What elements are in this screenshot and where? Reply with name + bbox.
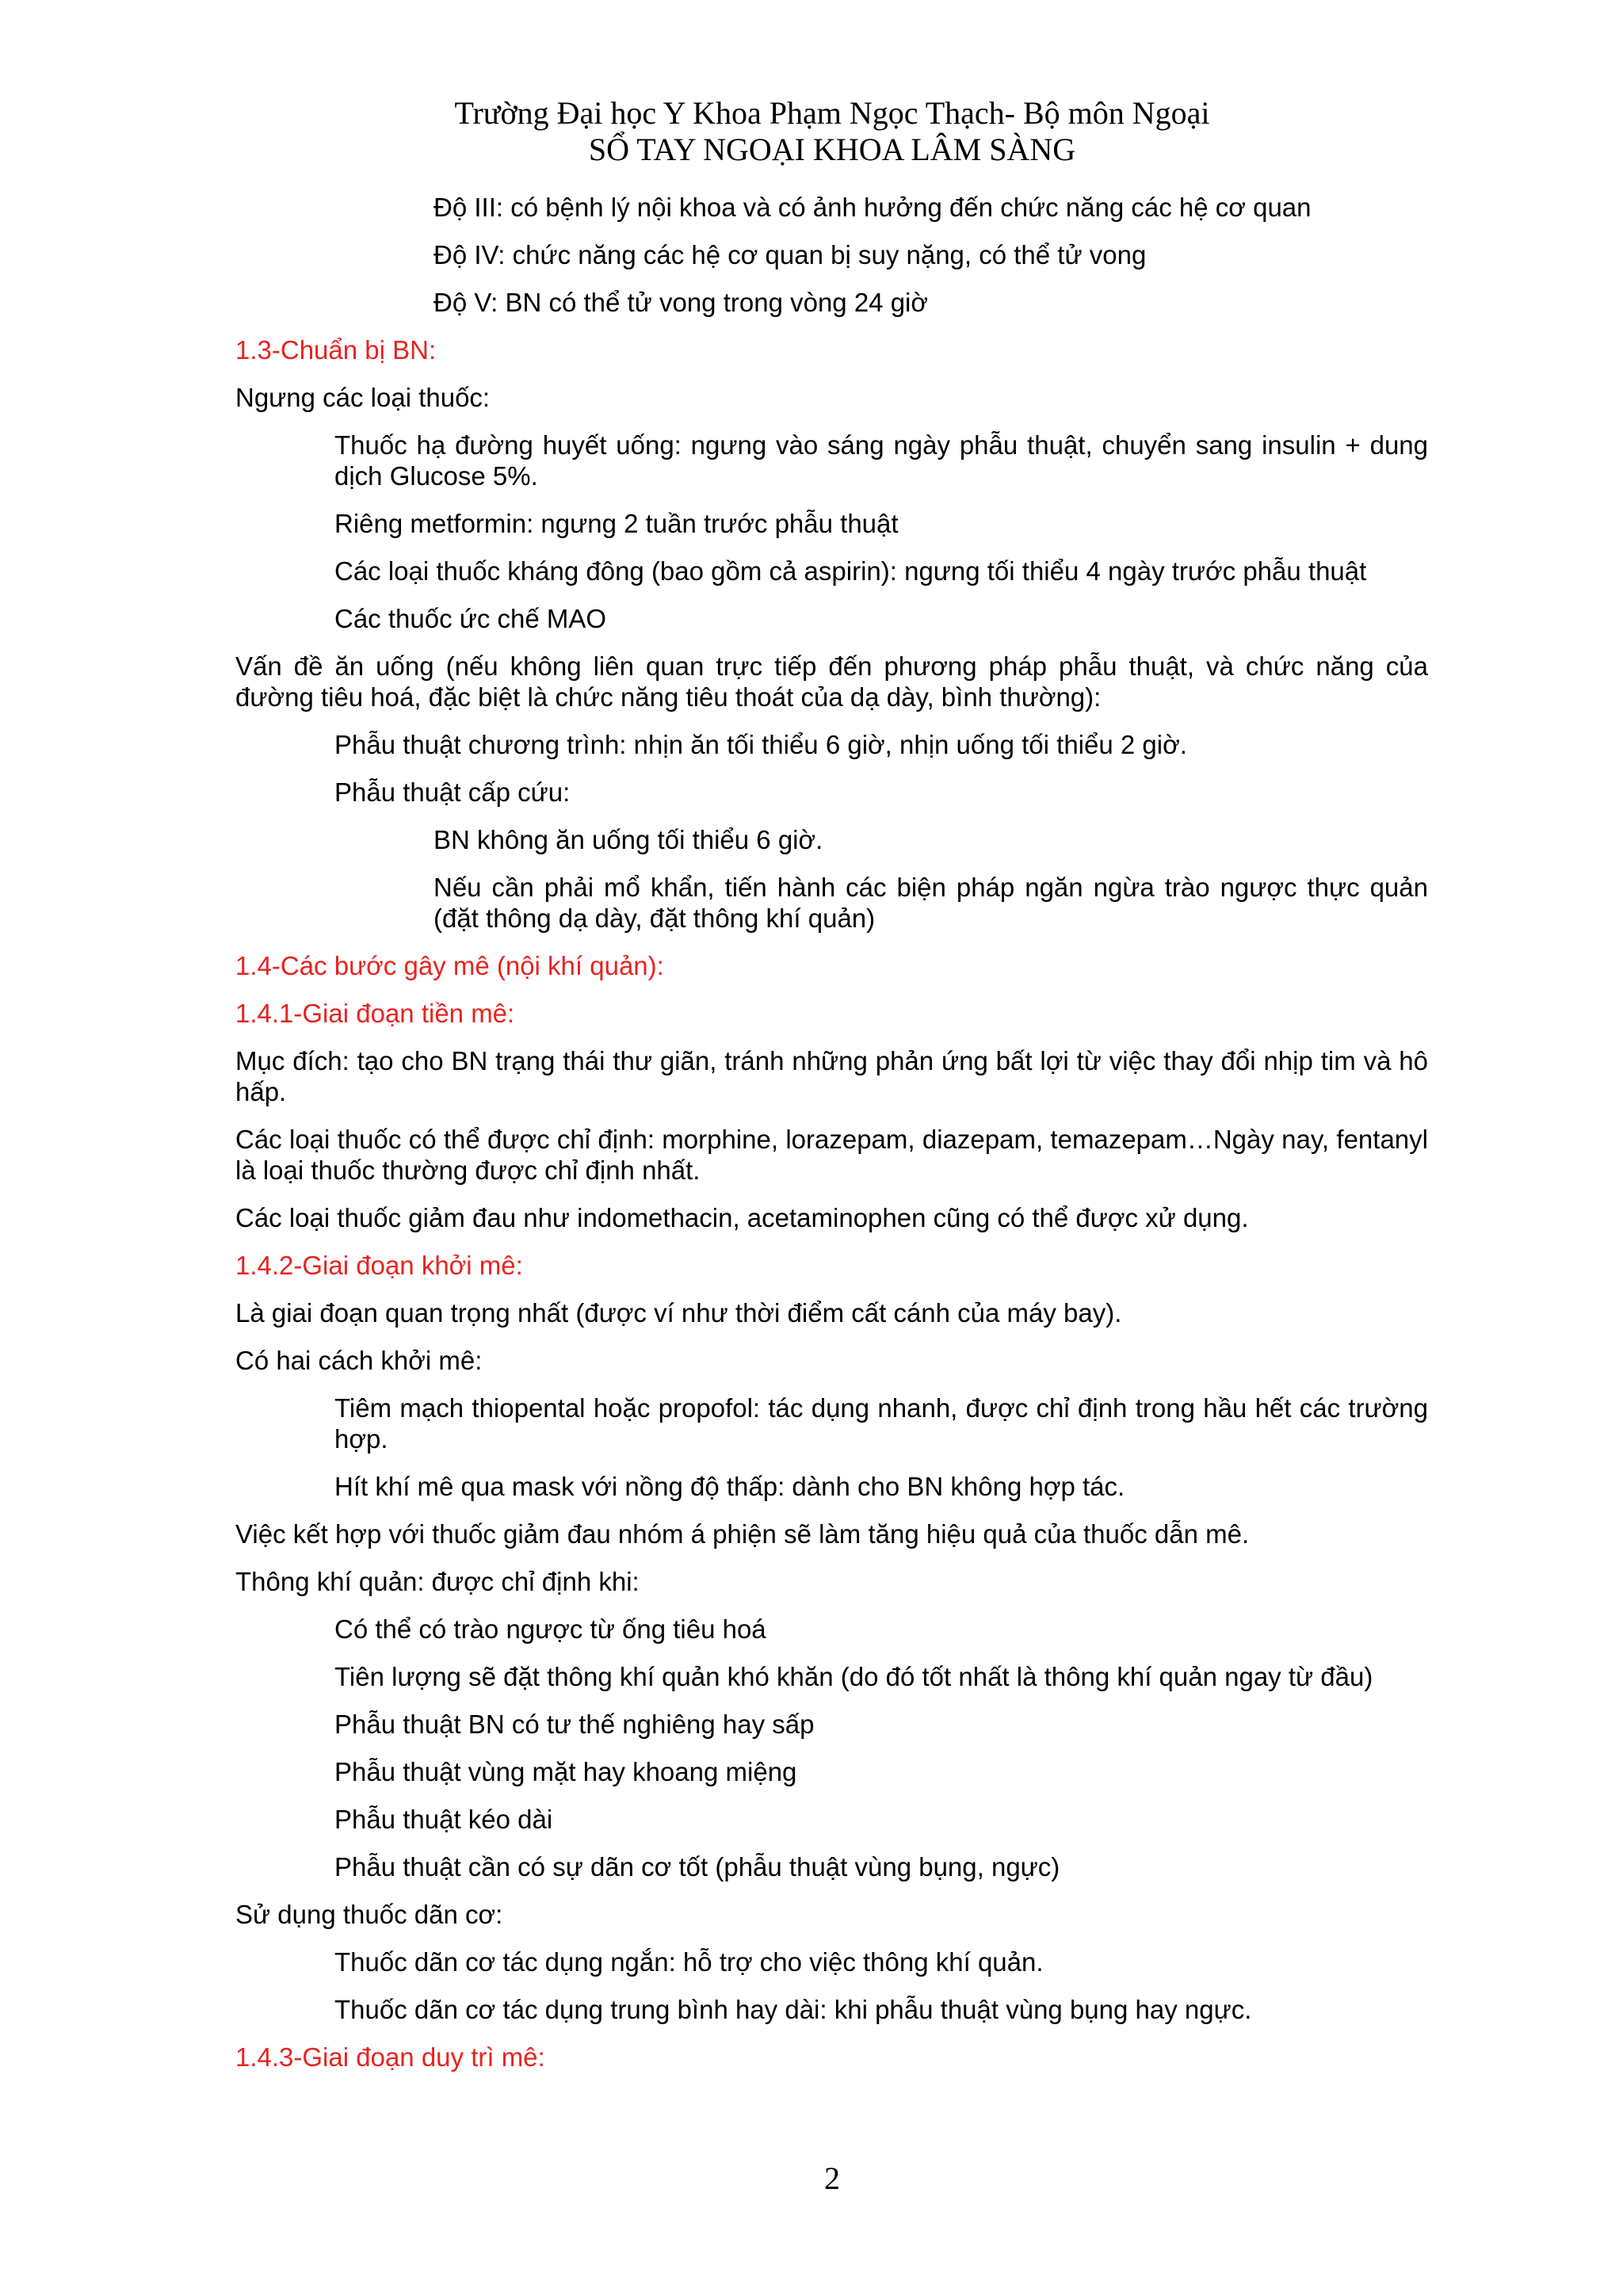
document-body <box>235 192 1428 2089</box>
paragraph: Mục đích: tạo cho BN trạng thái thư giãn, tránh những phản ứng bất lợi từ việc thay đổi nhịp tim và hô hấp. <box>235 1046 1428 1106</box>
paragraph: Việc kết hợp với thuốc giảm đau nhóm á phiện sẽ làm tăng hiệu quả của thuốc dẫn mê. <box>235 1519 1250 1549</box>
section-heading: 1.3-Chuẩn bị BN: <box>235 335 437 365</box>
paragraph: Tiêm mạch thiopental hoặc propofol: tác dụng nhanh, được chỉ định trong hầu hết các trường hợp. <box>334 1393 1428 1454</box>
section-heading: 1.4.2-Giai đoạn khởi mê: <box>235 1251 523 1280</box>
paragraph: Phẫu thuật BN có tư thế nghiêng hay sấp <box>334 1710 815 1739</box>
section-heading: 1.4.3-Giai đoạn duy trì mê: <box>235 2042 545 2072</box>
paragraph: Độ III: có bệnh lý nội khoa và có ảnh hưởng đến chức năng các hệ cơ quan <box>433 193 1312 222</box>
paragraph: Độ V: BN có thể tử vong trong vòng 24 giờ <box>433 288 929 317</box>
paragraph: Các loại thuốc kháng đông (bao gồm cả aspirin): ngưng tối thiểu 4 ngày trước phẫu thuật <box>334 556 1367 586</box>
paragraph: Vấn đề ăn uống (nếu không liên quan trực tiếp đến phương pháp phẫu thuật, và chức năng của đường tiêu hoá, đặc biệt là chức năng tiêu thoát của dạ dày, bình thường): <box>235 651 1428 712</box>
paragraph: Sử dụng thuốc dãn cơ: <box>235 1900 503 1929</box>
section-heading: 1.4-Các bước gây mê (nội khí quản): <box>235 951 664 980</box>
paragraph: Có thể có trào ngược từ ống tiêu hoá <box>334 1614 766 1644</box>
header-institution: Trường Đại học Y Khoa Phạm Ngọc Thạch- Bộ môn Ngoại <box>454 95 1210 131</box>
paragraph: Phẫu thuật cần có sự dãn cơ tốt (phẫu thuật vùng bụng, ngực) <box>334 1852 1060 1881</box>
paragraph: Phẫu thuật chương trình: nhịn ăn tối thiểu 6 giờ, nhịn uống tối thiểu 2 giờ. <box>334 730 1187 759</box>
paragraph: Phẫu thuật vùng mặt hay khoang miệng <box>334 1757 797 1786</box>
paragraph: Phẫu thuật kéo dài <box>334 1805 553 1834</box>
section-heading: 1.4.1-Giai đoạn tiền mê: <box>235 999 515 1028</box>
paragraph: Tiên lượng sẽ đặt thông khí quản khó khăn (do đó tốt nhất là thông khí quản ngay từ đầu) <box>334 1662 1373 1691</box>
paragraph: Các thuốc ức chế MAO <box>334 604 607 633</box>
paragraph: Các loại thuốc có thể được chỉ định: morphine, lorazepam, diazepam, temazepam…Ngày nay, fentanyl là loại thuốc thường được chỉ định nhất. <box>235 1125 1428 1185</box>
paragraph: Thuốc hạ đường huyết uống: ngưng vào sáng ngày phẫu thuật, chuyển sang insulin + dung dịch Glucose 5%. <box>334 430 1428 491</box>
paragraph: Thuốc dãn cơ tác dụng ngắn: hỗ trợ cho việc thông khí quản. <box>334 1947 1044 1977</box>
page-number: 2 <box>824 2160 840 2196</box>
paragraph: Có hai cách khởi mê: <box>235 1346 483 1375</box>
header-book-title: SỔ TAY NGOẠI KHOA LÂM SÀNG <box>588 132 1076 167</box>
paragraph: BN không ăn uống tối thiểu 6 giờ. <box>433 825 823 854</box>
paragraph: Độ IV: chức năng các hệ cơ quan bị suy nặng, có thể tử vong <box>433 240 1147 269</box>
paragraph: Các loại thuốc giảm đau như indomethacin, acetaminophen cũng có thể được xử dụng. <box>235 1203 1249 1232</box>
paragraph: Ngưng các loại thuốc: <box>235 383 491 412</box>
page-header <box>0 95 1623 168</box>
paragraph: Phẫu thuật cấp cứu: <box>334 777 571 807</box>
paragraph: Thuốc dãn cơ tác dụng trung bình hay dài: khi phẫu thuật vùng bụng hay ngực. <box>334 1995 1252 2024</box>
paragraph: Thông khí quản: được chỉ định khi: <box>235 1567 640 1596</box>
paragraph: Là giai đoạn quan trọng nhất (được ví như thời điểm cất cánh của máy bay). <box>235 1298 1122 1328</box>
paragraph: Riêng metformin: ngưng 2 tuần trước phẫu thuật <box>334 509 899 538</box>
paragraph: Hít khí mê qua mask với nồng độ thấp: dành cho BN không hợp tác. <box>334 1472 1125 1501</box>
paragraph: Nếu cần phải mổ khẩn, tiến hành các biện pháp ngăn ngừa trào ngược thực quản (đặt thông dạ dày, đặt thông khí quản) <box>433 873 1428 933</box>
